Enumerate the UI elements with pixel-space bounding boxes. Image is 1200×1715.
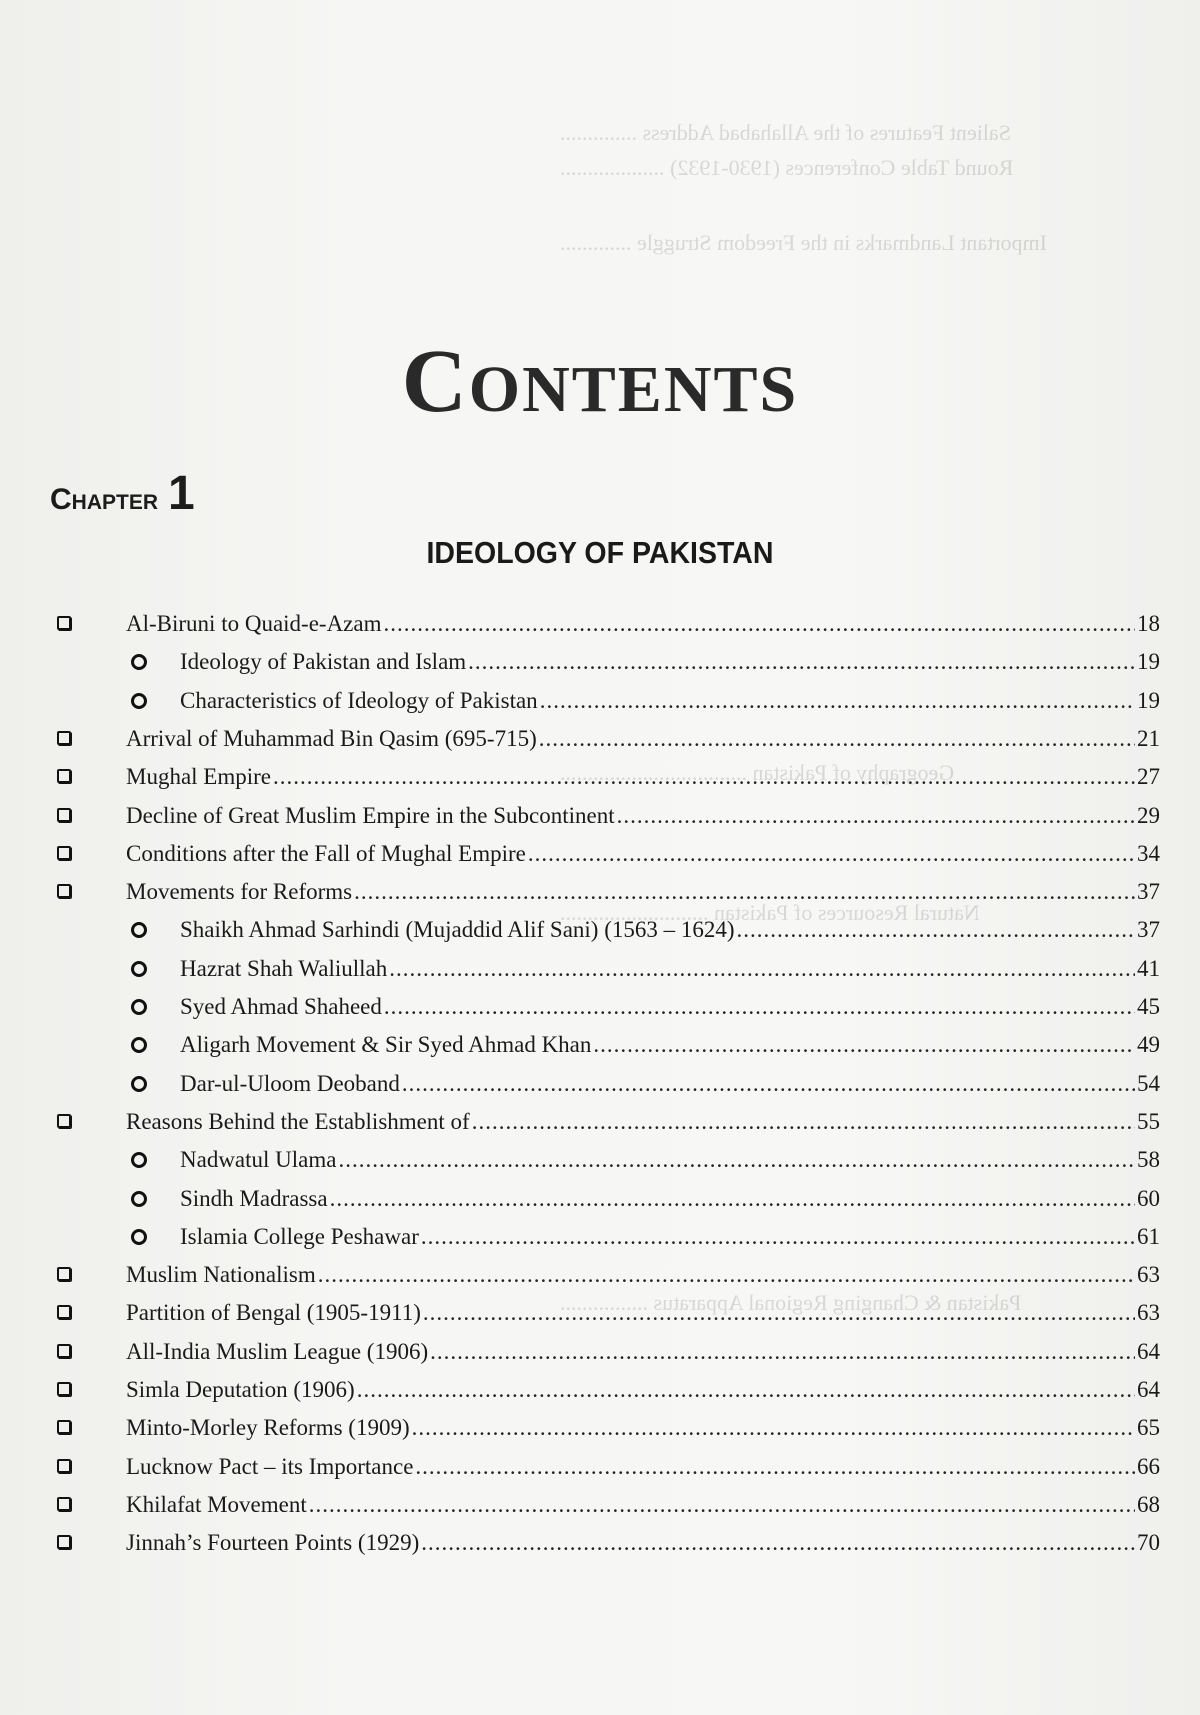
toc-entry-title: Decline of Great Muslim Empire in the Subcontinent [126, 803, 615, 828]
toc-entry [0, 875, 1200, 909]
dot-leader [421, 1526, 1135, 1560]
dot-leader [737, 913, 1135, 947]
toc-entry [0, 1450, 1200, 1484]
toc-entry-title: Minto-Morley Reforms (1909) [126, 1415, 410, 1440]
toc-entry-title: Sindh Madrassa [180, 1186, 328, 1211]
dot-leader [423, 1296, 1135, 1330]
toc-page-number: 70 [1137, 1530, 1160, 1555]
toc-entry [0, 1296, 1200, 1330]
toc-entry-title: Mughal Empire [126, 764, 271, 789]
toc-page-number: 55 [1137, 1109, 1160, 1134]
toc-entry-title: Lucknow Pact – its Importance [126, 1454, 414, 1479]
toc-entry [0, 799, 1200, 833]
checkbox-square-icon [57, 846, 71, 860]
toc-entry-title: Characteristics of Ideology of Pakistan [180, 688, 538, 713]
dot-leader [430, 1335, 1135, 1369]
toc-entry-title: All-India Muslim League (1906) [126, 1339, 429, 1364]
checkbox-square-icon [57, 1114, 71, 1128]
checkbox-square-icon [57, 1382, 71, 1396]
toc-entry [0, 1143, 1200, 1177]
toc-entry-title: Arrival of Muhammad Bin Qasim (695-715) [126, 726, 537, 751]
toc-entry-title: Simla Deputation (1906) [126, 1377, 355, 1402]
toc-entry [0, 913, 1200, 947]
dot-leader [318, 1258, 1135, 1292]
toc-page-number: 63 [1137, 1300, 1160, 1325]
toc-entry [0, 1335, 1200, 1369]
bleed-through-text: Round Table Conferences (1930-1932) ................... [560, 155, 1014, 180]
toc-page-number: 34 [1137, 841, 1160, 866]
toc-entry [0, 990, 1200, 1024]
toc-page-number: 37 [1137, 917, 1160, 942]
toc-entry [0, 1488, 1200, 1522]
bleed-through-text: Salient Features of the Allahabad Address .............. [560, 120, 1011, 145]
toc-entry-title: Dar-ul-Uloom Deoband [180, 1071, 400, 1096]
toc-entry-title: Movements for Reforms [126, 879, 353, 904]
bleed-through-text: Natural Resources of Pakistan ........................... [560, 900, 980, 925]
circle-bullet-icon [131, 1229, 147, 1245]
toc-page-number: 27 [1137, 764, 1160, 789]
dot-leader [354, 875, 1135, 909]
circle-bullet-icon [131, 922, 147, 938]
toc-entry-title: Al-Biruni to Quaid-e-Azam [126, 611, 382, 636]
checkbox-square-icon [57, 1344, 71, 1358]
toc-entry [0, 1258, 1200, 1292]
toc-page-number: 63 [1137, 1262, 1160, 1287]
circle-bullet-icon [131, 1037, 147, 1053]
dot-leader [528, 837, 1135, 871]
toc-entry-title: Nadwatul Ulama [180, 1147, 337, 1172]
dot-leader [593, 1028, 1135, 1062]
dot-leader [415, 1450, 1135, 1484]
circle-bullet-icon [131, 1076, 147, 1092]
circle-bullet-icon [131, 693, 147, 709]
toc-entry-title: Islamia College Peshawar [180, 1224, 419, 1249]
toc-entry [0, 645, 1200, 679]
toc-page-number: 21 [1137, 726, 1160, 751]
dot-leader [383, 607, 1135, 641]
dot-leader [540, 684, 1135, 718]
toc-page-number: 41 [1137, 956, 1160, 981]
circle-bullet-icon [131, 1191, 147, 1207]
dot-leader [309, 1488, 1135, 1522]
toc-entry-title: Reasons Behind the Establishment of [126, 1109, 470, 1134]
dot-leader [617, 799, 1135, 833]
toc-entry [0, 1373, 1200, 1407]
checkbox-square-icon [57, 1535, 71, 1549]
toc-page-number: 49 [1137, 1032, 1160, 1057]
toc-entry [0, 1028, 1200, 1062]
toc-page-number: 64 [1137, 1339, 1160, 1364]
dot-leader [357, 1373, 1135, 1407]
dot-leader [412, 1411, 1135, 1445]
toc-page-number: 58 [1137, 1147, 1160, 1172]
toc-page-number: 61 [1137, 1224, 1160, 1249]
checkbox-square-icon [57, 1497, 71, 1511]
chapter-number: 1 [168, 467, 195, 520]
dot-leader [468, 645, 1135, 679]
toc-entry-title: Ideology of Pakistan and Islam [180, 649, 467, 674]
dot-leader [273, 760, 1135, 794]
toc-page-number: 18 [1137, 611, 1160, 636]
checkbox-square-icon [57, 731, 71, 745]
circle-bullet-icon [131, 999, 147, 1015]
dot-leader [389, 952, 1135, 986]
toc-page-number: 29 [1137, 803, 1160, 828]
toc-entry [0, 760, 1200, 794]
section-title: IDEOLOGY OF PAKISTAN [426, 535, 774, 570]
toc-entry [0, 952, 1200, 986]
dot-leader [539, 722, 1135, 756]
toc-entry [0, 1526, 1200, 1560]
dot-leader [330, 1182, 1135, 1216]
toc-entry-title: Hazrat Shah Waliullah [180, 956, 388, 981]
dot-leader [402, 1067, 1135, 1101]
dot-leader [384, 990, 1135, 1024]
dot-leader [338, 1143, 1135, 1177]
toc-entry [0, 607, 1200, 641]
toc-entry-title: Conditions after the Fall of Mughal Empire [126, 841, 526, 866]
toc-page-number: 66 [1137, 1454, 1160, 1479]
page-title: CONTENTS [401, 332, 799, 431]
toc-entry [0, 1220, 1200, 1254]
toc-entry [0, 1182, 1200, 1216]
toc-entry [0, 1411, 1200, 1445]
bleed-through-text: Important Landmarks in the Freedom Struggle ............. [560, 230, 1047, 255]
checkbox-square-icon [57, 616, 71, 630]
toc-page-number: 64 [1137, 1377, 1160, 1402]
checkbox-square-icon [57, 808, 71, 822]
toc-entry-title: Khilafat Movement [126, 1492, 307, 1517]
dot-leader [472, 1105, 1135, 1139]
toc-page-number: 19 [1137, 649, 1160, 674]
circle-bullet-icon [131, 654, 147, 670]
toc-entry-title: Shaikh Ahmad Sarhindi (Mujaddid Alif Sani) (1563 – 1624) [180, 917, 735, 942]
bleed-through-text: Geography of Pakistan .................................. [560, 760, 955, 785]
checkbox-square-icon [57, 1420, 71, 1434]
toc-entry-title: Partition of Bengal (1905-1911) [126, 1300, 421, 1325]
circle-bullet-icon [131, 961, 147, 977]
toc-entry [0, 722, 1200, 756]
toc-page-number: 37 [1137, 879, 1160, 904]
toc-entry [0, 837, 1200, 871]
bleed-through-text: Pakistan & Changing Regional Apparatus ................ [560, 1290, 1022, 1315]
toc-page-number: 65 [1137, 1415, 1160, 1440]
toc-page-number: 45 [1137, 994, 1160, 1019]
circle-bullet-icon [131, 1152, 147, 1168]
toc-entry [0, 684, 1200, 718]
toc-entry [0, 1105, 1200, 1139]
toc-entry-title: Muslim Nationalism [126, 1262, 316, 1287]
toc-entry-title: Syed Ahmad Shaheed [180, 994, 382, 1019]
checkbox-square-icon [57, 1305, 71, 1319]
toc-page-number: 54 [1137, 1071, 1160, 1096]
dot-leader [421, 1220, 1135, 1254]
toc-page-number: 60 [1137, 1186, 1160, 1211]
toc-entry [0, 1067, 1200, 1101]
toc-entry-title: Aligarh Movement & Sir Syed Ahmad Khan [180, 1032, 592, 1057]
checkbox-square-icon [57, 769, 71, 783]
toc-page-number: 68 [1137, 1492, 1160, 1517]
chapter-heading [50, 466, 195, 521]
checkbox-square-icon [57, 884, 71, 898]
chapter-label: Chapter [50, 483, 159, 516]
toc-entry-title: Jinnah’s Fourteen Points (1929) [126, 1530, 420, 1555]
checkbox-square-icon [57, 1267, 71, 1281]
checkbox-square-icon [57, 1459, 71, 1473]
toc-page-number: 19 [1137, 688, 1160, 713]
